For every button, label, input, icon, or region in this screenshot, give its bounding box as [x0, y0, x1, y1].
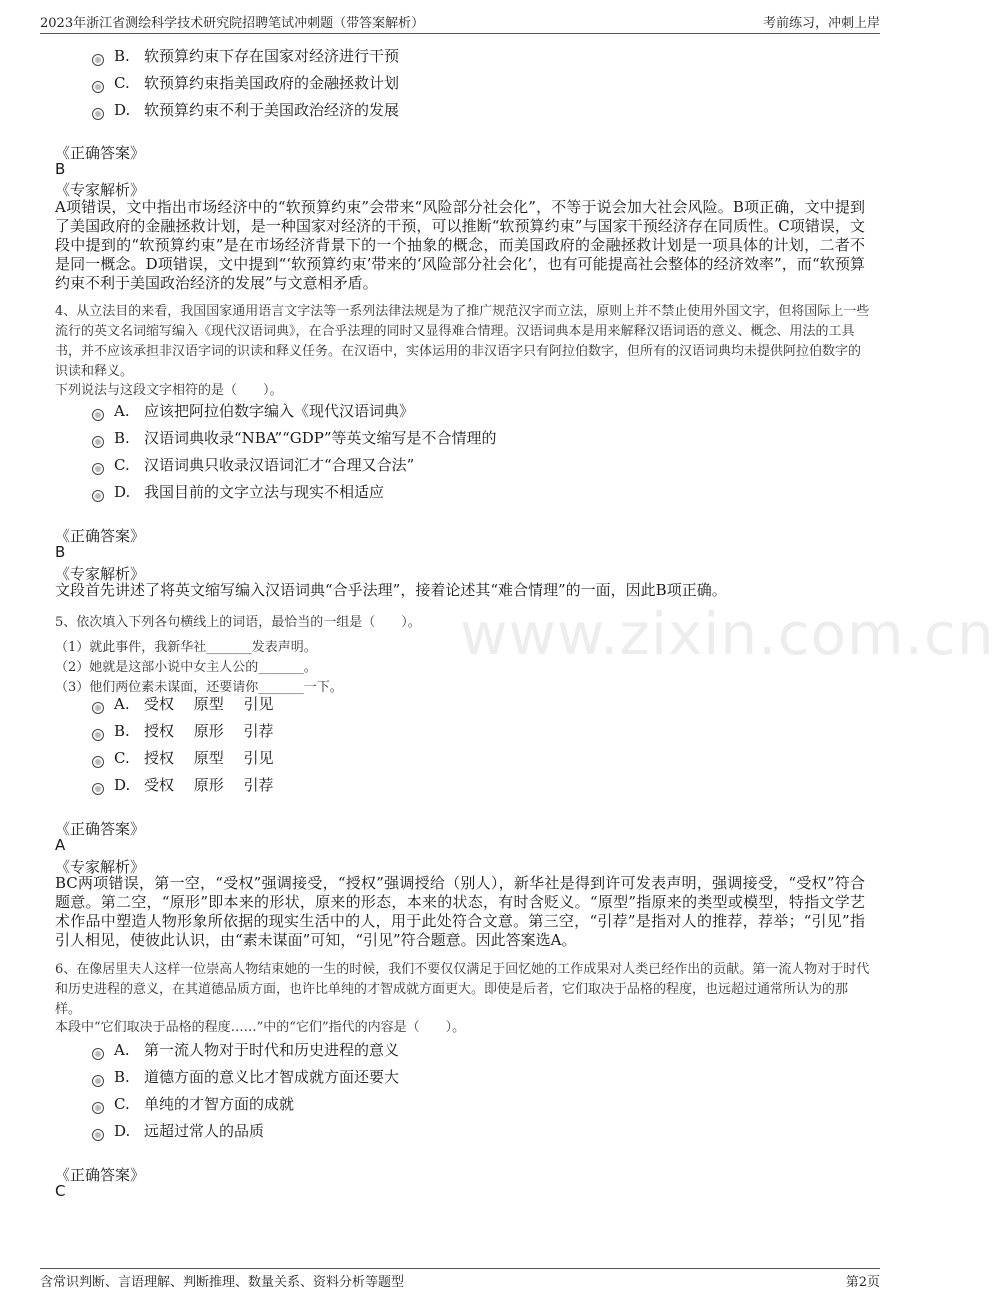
answer-value: B — [55, 543, 66, 561]
radio-icon[interactable] — [92, 702, 104, 714]
radio-icon[interactable] — [92, 490, 104, 502]
footer-topics: 含常识判断、言语理解、判断推理、数量关系、资料分析等题型 — [40, 1275, 405, 1290]
analysis-text: BC两项错误，第一空，“受权”强调接受，“授权”强调授给（别人），新华社是得到许可发表声明，强调接受，“受权”符合题意。第二空，“原形”即本来的形状，原来的形态，本来的状态，有时含贬义。“原型”指原来的类型或模型，特指文学艺术作品中塑造人物形象所依据的现实生活中的人，用于此处符合文意。第三空，“引荐”是指对人的推荐，荐举；“引见”指引人相见，使彼此认识，由“素未谋面”可知，“引见”符合题意。因此答案选A。 — [55, 874, 865, 949]
answer-value: B — [55, 160, 66, 178]
option-d[interactable]: D. 远超过常人的品质 — [92, 1117, 399, 1144]
radio-icon[interactable] — [92, 783, 104, 795]
analysis-title: 《专家解析》 — [55, 181, 146, 199]
answer-title: 《正确答案》 — [55, 820, 146, 838]
question-stem: 5、依次填入下列各句横线上的词语，最恰当的一组是（ ）。 — [55, 615, 421, 630]
document-title: 2023年浙江省测绘科学技术研究院招聘笔试冲刺题（带答案解析） — [40, 16, 425, 31]
radio-icon[interactable] — [92, 409, 104, 421]
option-d[interactable]: D. 我国目前的文字立法与现实不相适应 — [92, 478, 497, 505]
header-slogan: 考前练习，冲刺上岸 — [762, 16, 880, 31]
radio-icon[interactable] — [92, 463, 104, 475]
radio-icon[interactable] — [92, 54, 104, 66]
answer-title: 《正确答案》 — [55, 527, 146, 545]
footer-divider — [40, 1268, 880, 1269]
option-c[interactable]: C. 单纯的才智方面的成就 — [92, 1090, 399, 1117]
option-b[interactable]: B. 软预算约束下存在国家对经济进行干预 — [92, 42, 399, 69]
question-stem: 4、从立法目的来看，我国国家通用语言文字法等一系列法律法规是为了推广规范汉字而立法，原则上并不禁止使用外国文字，但将国际上一些流行的英文名词缩写编入《现代汉语词典》，在合乎法理的同时又显得难合情理。汉语词典本是用来解释汉语词语的意义、概念、用法的工具书，并不应该承担非汉语字词的识读和释义任务。在汉语中，实体运用的非汉语字只有阿拉伯数字，但所有的汉语词典均未提供阿拉伯数字的识读和释义。 — [55, 304, 870, 379]
q3-options — [92, 42, 399, 123]
q4-options — [92, 397, 497, 505]
option-d[interactable]: D. 软预算约束不利于美国政治经济的发展 — [92, 96, 399, 123]
q5-options — [92, 690, 274, 798]
header-divider — [40, 33, 880, 34]
analysis-title: 《专家解析》 — [55, 858, 146, 876]
blank-sentence: （2）她就是这部小说中女主人公的_______。 — [55, 660, 317, 675]
question-prompt: 本段中“它们取决于品格的程度……”中的“它们”指代的内容是（ ）。 — [55, 1020, 466, 1035]
radio-icon[interactable] — [92, 436, 104, 448]
option-c[interactable]: C. 汉语词典只收录汉语词汇才“合理又合法” — [92, 451, 497, 478]
radio-icon[interactable] — [92, 729, 104, 741]
analysis-title: 《专家解析》 — [55, 565, 146, 583]
page-header — [40, 12, 880, 32]
radio-icon[interactable] — [92, 1129, 104, 1141]
radio-icon[interactable] — [92, 1075, 104, 1087]
answer-value: A — [55, 836, 66, 854]
radio-icon[interactable] — [92, 1048, 104, 1060]
radio-icon[interactable] — [92, 1102, 104, 1114]
radio-icon[interactable] — [92, 108, 104, 120]
option-b[interactable]: B. 道德方面的意义比才智成就方面还要大 — [92, 1063, 399, 1090]
question-prompt: 下列说法与这段文字相符的是（ ）。 — [55, 383, 283, 398]
answer-title: 《正确答案》 — [55, 144, 146, 162]
option-d[interactable]: D. 受权 原形 引荐 — [92, 771, 274, 798]
watermark: www.zixin.com.cn — [460, 600, 995, 668]
blank-sentence: （1）就此事件，我新华社_______发表声明。 — [55, 640, 317, 655]
analysis-text: A项错误，文中指出市场经济中的“软预算约束”会带来“风险部分社会化”，不等于说会加大社会风险。B项正确，文中提到了美国政府的金融拯救计划，是一种国家对经济的干预，可以推断“软预算约束”与国家干预经济存在同质性。C项错误，文段中提到的“软预算约束”是在市场经济背景下的一个抽象的概念，而美国政府的金融拯救计划是一项具体的计划，二者不是同一概念。D项错误，文中提到“‘软预算约束’带来的‘风险部分社会化’，也有可能提高社会整体的经济效率”，而“软预算约束不利于美国政治经济的发展”与文意相矛盾。 — [55, 198, 865, 292]
radio-icon[interactable] — [92, 81, 104, 93]
blank-sentence: （3）他们两位素未谋面，还要请你_______一下。 — [55, 680, 343, 695]
option-c[interactable]: C. 授权 原型 引见 — [92, 744, 274, 771]
option-c[interactable]: C. 软预算约束指美国政府的金融拯救计划 — [92, 69, 399, 96]
question-stem: 6、在像居里夫人这样一位崇高人物结束她的一生的时候，我们不要仅仅满足于回忆她的工作成果对人类已经作出的贡献。第一流人物对于时代和历史进程的意义，在其道德品质方面，也许比单纯的才智成就方面更大。即使是后者，它们取决于品格的程度，也远超过通常所认为的那样。 — [55, 962, 870, 1017]
page-number: 第2页 — [845, 1275, 880, 1290]
radio-icon[interactable] — [92, 756, 104, 768]
option-a[interactable]: A. 第一流人物对于时代和历史进程的意义 — [92, 1036, 399, 1063]
answer-value: C — [55, 1182, 66, 1200]
option-a[interactable]: A. 应该把阿拉伯数字编入《现代汉语词典》 — [92, 397, 497, 424]
option-a[interactable]: A. 受权 原型 引见 — [92, 690, 274, 717]
option-b[interactable]: B. 汉语词典收录“NBA”“GDP”等英文缩写是不合情理的 — [92, 424, 497, 451]
q6-options — [92, 1036, 399, 1144]
analysis-text: 文段首先讲述了将英文缩写编入汉语词典“合乎法理”，接着论述其“难合情理”的一面，因此B项正确。 — [55, 581, 727, 599]
answer-title: 《正确答案》 — [55, 1166, 146, 1184]
option-b[interactable]: B. 授权 原形 引荐 — [92, 717, 274, 744]
